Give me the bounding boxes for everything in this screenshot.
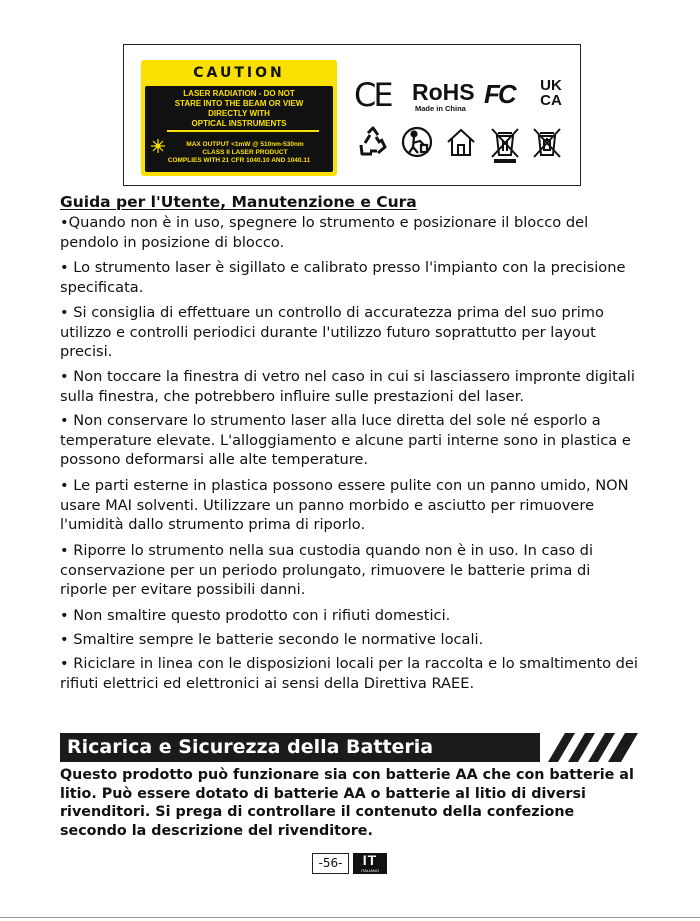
indoor-use-icon <box>444 125 478 159</box>
label-panel <box>123 44 581 186</box>
language-code: IT <box>362 852 378 868</box>
guide-paragraph-8: • Non smaltire questo prodotto con i rifiuti domestici. <box>60 607 451 624</box>
caution-warning-panel <box>145 86 333 172</box>
crossed-battery-bin-icon <box>530 125 564 159</box>
guide-paragraph-4: • Non toccare la finestra di vetro nel caso in cui si lasciassero impronte digitali sulla finestra, che potrebbero influire sulle prestazioni del laser. <box>60 368 635 405</box>
warning-divider <box>167 130 319 132</box>
language-name: ITALIANO <box>361 868 379 873</box>
guide-paragraph-3: • Si consiglia di effettuare un controllo di accuratezza prima del suo primo utilizzo e controlli periodici durante l'utilizzo futuro soprattutto per layout precisi. <box>60 304 604 360</box>
spec-line-3: COMPLIES WITH 21 CFR 1040.10 AND 1040.11 <box>167 157 311 164</box>
made-in-china-label: Made in China <box>415 104 466 113</box>
recycle-icon <box>356 125 390 159</box>
warning-line-3: DIRECTLY WITH <box>208 109 270 118</box>
guide-paragraph-7: • Riporre lo strumento nella sua custodia quando non è in uso. In caso di conservazione per un periodo prolungato, rimuovere le batterie prima di riporle per evitare possibili danni. <box>60 542 593 598</box>
rohs-mark: RoHS <box>412 79 475 105</box>
ukca-bottom: CA <box>540 92 562 109</box>
guide-paragraph-9: • Smaltire sempre le batterie secondo le normative locali. <box>60 631 484 648</box>
battery-section-banner <box>60 733 640 762</box>
banner-stripes <box>540 733 640 762</box>
fcc-mark: FC <box>484 79 515 109</box>
ukca-mark <box>536 78 566 108</box>
guide-paragraph-2: • Lo strumento laser è sigillato e calibrato presso l'impianto con la precisione specificata. <box>60 259 626 296</box>
bottom-rule <box>0 917 700 918</box>
language-tag <box>353 853 387 874</box>
battery-intro: Questo prodotto può funzionare sia con batterie AA che con batterie al litio. Può essere dotato di batterie AA o batterie al litio di diversi rivenditori. Si prega di controllare il contenuto della confezione secondo la descrizione del rivenditore. <box>60 767 634 839</box>
guide-title: Guida per l'Utente, Manutenzione e Cura <box>60 193 417 211</box>
crossed-bin-icon <box>488 125 522 165</box>
warning-line-2: STARE INTO THE BEAM OR VIEW <box>174 99 304 108</box>
tidyman-icon <box>400 125 434 159</box>
warning-line-1: LASER RADIATION - DO NOT <box>183 89 295 98</box>
guide-paragraph-5: • Non conservare lo strumento laser alla luce diretta del sole né esporlo a temperature elevate. L'alloggiamento e alcune parti interne sono in plastica e possono deformarsi alle alte temperature. <box>60 412 631 468</box>
battery-section-title: Ricarica e Sicurezza della Batteria <box>67 736 434 758</box>
caution-label <box>141 60 337 176</box>
guide-paragraph-1: •Quando non è in uso, spegnere lo strumento e posizionare il blocco del pendolo in posizione di blocco. <box>60 214 589 251</box>
spec-line-1: MAX OUTPUT <1mW @ 510nm-530nm <box>186 141 304 148</box>
warning-line-4: OPTICAL INSTRUMENTS <box>191 119 287 128</box>
guide-paragraph-6: • Le parti esterne in plastica possono essere pulite con un panno umido, NON usare MAI solventi. Utilizzare un panno morbido e asciutto per rimuovere l'umidità dallo strumento prima di riporlo. <box>60 477 629 533</box>
ce-mark: CE <box>354 76 391 114</box>
ukca-top: UK <box>540 77 562 94</box>
spec-line-2: CLASS II LASER PRODUCT <box>202 149 288 156</box>
guide-paragraph-10: • Riciclare in linea con le disposizioni locali per la raccolta e lo smaltimento dei rifiuti elettrici ed elettronici ai sensi della Direttiva RAEE. <box>60 655 638 692</box>
page-number: -56- <box>312 853 349 874</box>
caution-title: CAUTION <box>193 65 285 81</box>
